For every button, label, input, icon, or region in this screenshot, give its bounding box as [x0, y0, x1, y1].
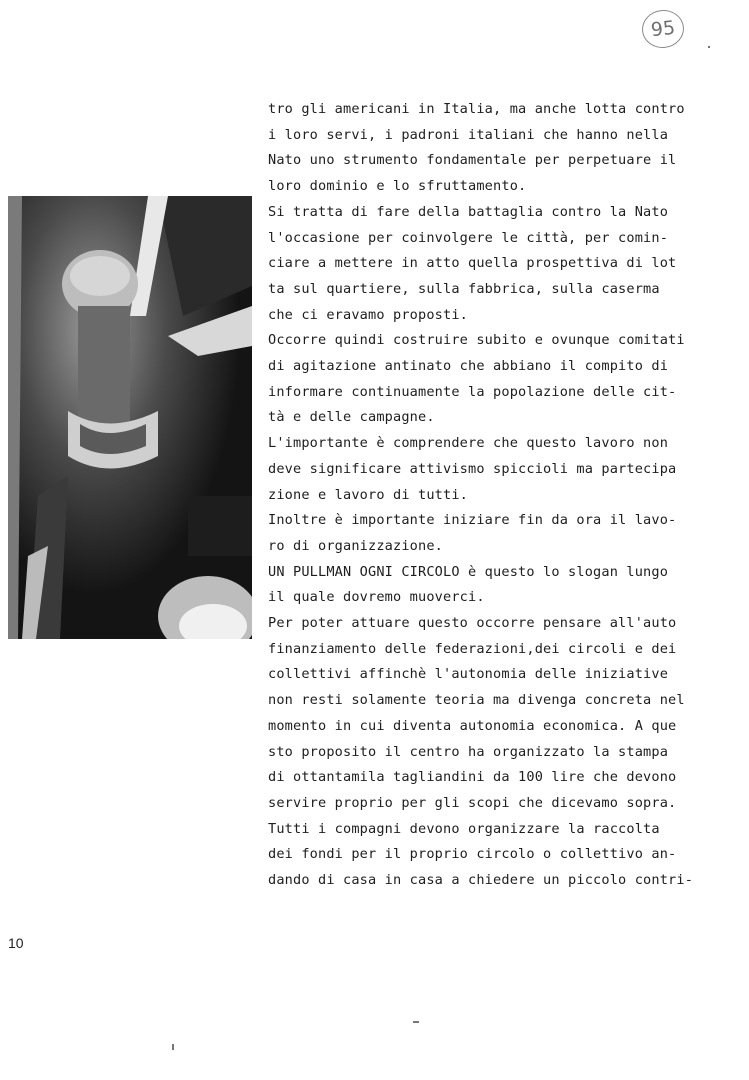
text-line: finanziamento delle federazioni,dei circoli e dei: [268, 640, 677, 657]
text-line: UN PULLMAN OGNI CIRCOLO è questo lo slogan lungo: [268, 563, 669, 580]
text-line: tà e delle campagne.: [268, 409, 435, 426]
scan-speck: [708, 46, 710, 48]
text-line: informare continuamente la popolazione delle cit-: [268, 383, 677, 400]
text-line: il quale dovremo muoverci.: [268, 589, 485, 606]
text-line: tro gli americani in Italia, ma anche lotta contro: [268, 101, 685, 117]
text-line: Inoltre è importante iniziare fin da ora il lavo-: [268, 512, 677, 529]
text-line: l'occasione per coinvolgere le città, per comin-: [268, 229, 669, 246]
text-line: deve significare attivismo spiccioli ma partecipa: [268, 460, 677, 477]
text-line: zione e lavoro di tutti.: [268, 486, 469, 503]
text-line: Tutti i compagni devono organizzare la raccolta: [268, 820, 660, 837]
text-line: loro dominio e lo sfruttamento.: [268, 178, 527, 195]
page-number: 10: [8, 935, 24, 951]
text-line: ciare a mettere in atto quella prospettiva di lot: [268, 255, 677, 272]
text-line: L'importante è comprendere che questo lavoro non: [268, 435, 669, 452]
text-line: i loro servi, i padroni italiani che hanno nella: [268, 126, 669, 143]
text-line: collettivi affinchè l'autonomia delle iniziative: [268, 666, 669, 683]
protest-photo: [8, 196, 252, 639]
scan-speck: [413, 1021, 419, 1023]
text-line: dei fondi per il proprio circolo o collettivo an-: [268, 846, 677, 863]
text-line: Si tratta di fare della battaglia contro la Nato: [268, 203, 669, 220]
text-line: che ci eravamo proposti.: [268, 306, 469, 323]
text-line: non resti solamente teoria ma divenga concreta nel: [268, 692, 685, 709]
scan-speck: [172, 1044, 174, 1050]
text-line: di agitazione antinato che abbiano il compito di: [268, 358, 669, 374]
text-line: Occorre quindi costruire subito e ovunque comitati: [268, 332, 685, 349]
text-line: Per poter attuare questo occorre pensare all'auto: [268, 615, 677, 631]
text-line: momento in cui diventa autonomia economica. A que: [268, 717, 677, 734]
text-line: sto proposito il centro ha organizzato la stampa: [268, 743, 669, 760]
text-line: ta sul quartiere, sulla fabbrica, sulla caserma: [268, 280, 660, 297]
text-line: di ottantamila tagliandini da 100 lire che devono: [268, 769, 677, 786]
text-line: ro di organizzazione.: [268, 537, 444, 554]
text-line: servire proprio per gli scopi che dicevamo sopra.: [268, 794, 677, 811]
archive-number-stamp: 95: [640, 8, 686, 50]
text-line: dando di casa in casa a chiedere un piccolo contri-: [268, 872, 694, 888]
text-line: Nato uno strumento fondamentale per perpetuare il: [268, 152, 677, 169]
